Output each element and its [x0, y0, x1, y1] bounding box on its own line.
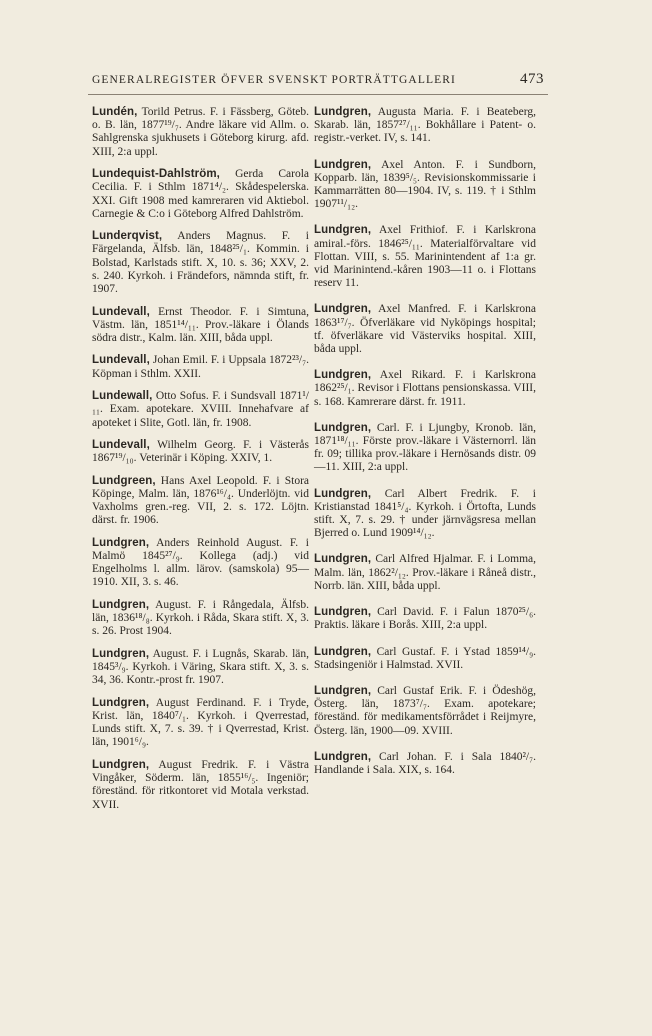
- entry-details: Carl Gustaf. F. i Ystad 1859¹⁴/₉. Stadsingeniör i Halmstad. XVII.: [314, 645, 536, 671]
- register-entry: [92, 475, 309, 528]
- entry-surname: Lundequist-Dahlström,: [92, 168, 220, 181]
- entry-details: Hans Axel Leopold. F. i Stora Köpinge, Malm. län, 1876¹⁶/₄. Underlöjtn. vid Vaxholms gren.-reg. VII, 2. s. 172. Löjtn. därst. fr. 1906.: [92, 474, 310, 527]
- register-entry: [314, 606, 536, 632]
- entry-surname: Lundgren,: [92, 598, 150, 611]
- page-number: 473: [520, 71, 544, 87]
- entry-surname: Lundgren,: [92, 696, 150, 709]
- entry-surname: Lundén,: [92, 106, 138, 118]
- entry-details: Torild Petrus. F. i Fässberg, Göteb. o. B. län, 1877¹⁹/₇. Andre läkare vid Allm. o. Sahlgrenska sjukhusets i Göteborg kirurg. afd. XIII, 2:a uppl.: [92, 106, 309, 158]
- entry-surname: Lundewall,: [92, 390, 153, 403]
- entry-details: Carl. F. i Ljungby, Kronob. län, 1871¹⁸/₁₁. Förste prov.-läkare i Västernorrl. län fr. 09; tillika prov.-läkare i Hernösands distr. 09—11. XIII, 2:a uppl.: [314, 421, 536, 474]
- entry-surname: Lundgren,: [314, 106, 372, 118]
- entry-surname: Lundgren,: [314, 553, 372, 566]
- entry-details: August Fredrik. F. i Västra Vingåker, Söderm. län, 1855¹⁶/₅. Ingeniör; föreständ. för ritkontoret vid Motala verkstad. XVII.: [92, 758, 309, 811]
- register-entry: [92, 439, 309, 465]
- running-title: GENERALREGISTER ÖFVER SVENSKT PORTRÄTTGALLERI: [92, 74, 456, 86]
- register-entry: [314, 646, 536, 672]
- entry-details: Carl David. F. i Falun 1870²⁵/₆. Praktis. läkare i Borås. XIII, 2:a uppl.: [314, 606, 536, 632]
- entry-details: Carl Johan. F. i Sala 1840²/₇. Handlande i Sala. XIX, s. 164.: [314, 750, 536, 776]
- entry-details: Ernst Theodor. F. i Simtuna, Västm. län, 1851¹⁴/₁₁. Prov.-läkare i Ölands södra distr., Kalm. län. XIII, båda uppl.: [92, 305, 309, 344]
- register-entry: [314, 224, 536, 290]
- register-entry: [92, 106, 309, 159]
- register-entry: [92, 230, 309, 296]
- entry-details: Carl Alfred Hjalmar. F. i Lomma, Malm. län, 1862²/₁₂. Prov.-läkare i Råneå distr., Norrb. län. XIII, båda uppl.: [314, 553, 536, 592]
- entry-surname: Lundevall,: [92, 439, 150, 452]
- entry-details: August. F. i Rångedala, Älfsb. län, 1836¹⁸/₈. Kyrkoh. i Råda, Skara stift. X, 3. s. 26. Prost 1904.: [92, 598, 309, 638]
- register-entry: [92, 390, 309, 430]
- entry-details: Anders Magnus. F. i Färgelanda, Älfsb. län, 1848²⁵/₁. Kommin. i Bolstad, Karlstads stift. X, 10. s. 36; XXV, 2. s. 240. Kyrkoh. i Frändefors, nämnda stift, fr. 1907.: [92, 230, 309, 296]
- page-header: [92, 70, 544, 92]
- entry-surname: Lundgren,: [314, 224, 372, 237]
- entry-surname: Lundgren,: [314, 487, 372, 500]
- register-entry: [314, 303, 536, 356]
- register-entry: [92, 168, 309, 221]
- register-entry: [92, 306, 309, 346]
- entry-details: Johan Emil. F. i Uppsala 1872²³/₇. Köpman i Sthlm. XXII.: [92, 354, 309, 380]
- left-column: [92, 106, 309, 821]
- entry-details: Anders Reinhold August. F. i Malmö 1845²⁷/₉. Kollega (adj.) vid Engelholms l. allm. lärov. (samskola) 95—1910. XII, 3. s. 46.: [92, 536, 310, 589]
- entry-details: Axel Manfred. F. i Karlskrona 1863¹⁷/₇. Öfverläkare vid Nyköpings hospital; tf. öfverläkare vid Västerviks hospital. XIII, båda uppl.: [314, 303, 536, 356]
- entry-surname: Lundgren,: [314, 303, 372, 316]
- register-entry: [314, 369, 536, 409]
- entry-details: August. F. i Lugnås, Skarab. län, 1845³/₉. Kyrkoh. i Väring, Skara stift. X, 3. s. 34, 36. Kontr.-prost fr. 1907.: [92, 647, 309, 687]
- entry-details: Axel Frithiof. F. i Karlskrona amiral.-förs. 1846²⁵/₁₁. Materialförvaltare vid Flottan. VIII, s. 55. Marinintendent af 1:a gr. vid Marinintend.-kåren 1903—11 o. i Flottans reserv 11.: [314, 224, 536, 290]
- entry-details: Otto Sofus. F. i Sundsvall 1871¹/₁₁. Exam. apotekare. XVIII. Innehafvare af apoteket i Slite, Gotl. län, fr. 1908.: [92, 390, 310, 429]
- header-rule: [88, 94, 548, 95]
- register-entry: [314, 159, 536, 212]
- register-entry: [92, 759, 309, 812]
- entry-surname: Lundgren,: [314, 369, 372, 382]
- entry-surname: Lundgren,: [314, 750, 372, 763]
- register-entry: [314, 751, 536, 777]
- entry-surname: Lundgren,: [314, 684, 372, 697]
- entry-surname: Lundevall,: [92, 354, 150, 367]
- register-entry: [92, 697, 309, 750]
- register-entry: [92, 599, 309, 639]
- entry-details: Gerda Carola Cecilia. F. i Sthlm 1871⁴/₂. Skådespelerska. XXI. Gift 1908 med kamreraren vid Aktiebol. Carnegie & C:o i Göteborg Alfred Dahlström.: [92, 168, 309, 220]
- right-column: [314, 106, 536, 790]
- entry-details: Carl Albert Fredrik. F. i Kristianstad 1841⁵/₄. Kyrkoh. i Örtofta, Lunds stift. X, 7. s. 29. † under järnvägsresa mellan Bjerred o. Lund 1909¹⁴/₁₂.: [314, 487, 536, 540]
- register-entry: [314, 488, 536, 541]
- register-entry: [92, 537, 309, 590]
- entry-details: August Ferdinand. F. i Tryde, Krist. län, 1840⁷/₁. Kyrkoh. i Qverrestad, Lunds stift. X, 7. s. 39. † i Qverrestad, Krist. län, 1901⁶/₉.: [92, 696, 309, 749]
- register-entry: [314, 422, 536, 475]
- entry-details: Axel Rikard. F. i Karlskrona 1862²⁵/₁. Revisor i Flottans pensionskassa. VIII, s. 168. Kamrerare därst. fr. 1911.: [314, 369, 536, 408]
- entry-surname: Lundevall,: [92, 305, 150, 318]
- register-entry: [92, 648, 309, 688]
- entry-details: Wilhelm Georg. F. i Västerås 1867¹⁹/₁₀. Veterinär i Köping. XXIV, 1.: [92, 439, 309, 465]
- entry-surname: Lundgreen,: [92, 474, 156, 487]
- entry-surname: Lundgren,: [314, 421, 372, 434]
- register-entry: [92, 354, 309, 380]
- entry-surname: Lundgren,: [314, 606, 372, 619]
- entry-details: Axel Anton. F. i Sundborn, Kopparb. län, 1839⁵/₅. Revisionskommissarie i Kammarrätten 80—1904. IV, s. 119. † i Sthlm 1907¹¹/₁₂.: [314, 158, 536, 211]
- register-entry: [314, 685, 536, 738]
- entry-surname: Lundgren,: [92, 536, 150, 549]
- entry-surname: Lundgren,: [314, 645, 372, 658]
- entry-details: Carl Gustaf Erik. F. i Ödeshög, Österg. län, 1873⁷/₇. Exam. apotekare; föreständ. för medikamentsförrådet i Reijmyre, Österg. län, 1900—09. XVIII.: [314, 684, 537, 737]
- register-entry: [314, 106, 536, 146]
- entry-surname: Lundgren,: [92, 647, 150, 660]
- entry-surname: Lundgren,: [314, 158, 372, 171]
- register-entry: [314, 553, 536, 593]
- entry-surname: Lunderqvist,: [92, 230, 163, 243]
- entry-surname: Lundgren,: [92, 758, 150, 771]
- entry-details: Augusta Maria. F. i Beateberg, Skarab. län, 1857²⁷/₁₁. Bokhållare i Patent- o. registr.-verket. IV, s. 141.: [314, 106, 536, 145]
